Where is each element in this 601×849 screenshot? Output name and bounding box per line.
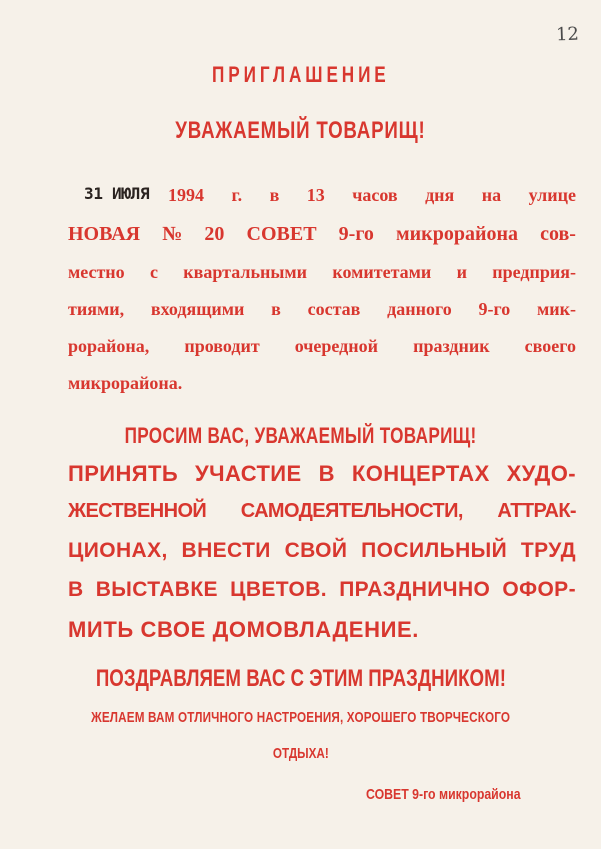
body-word: в xyxy=(269,185,280,205)
page-number: 12 xyxy=(555,23,580,46)
signature-text: СОВЕТ 9-го микрорайона xyxy=(366,786,521,803)
plea-line-5 xyxy=(68,578,576,602)
body-word: и xyxy=(456,262,467,282)
body-word: улице xyxy=(528,185,576,205)
body-word: НОВАЯ xyxy=(68,223,141,245)
plea-line-1 xyxy=(0,423,601,449)
plea-word: ПРИНЯТЬ xyxy=(68,461,179,486)
body-word: предприя- xyxy=(492,262,576,282)
plea-line-6: МИТЬ СВОЕ ДОМОВЛАДЕНИЕ. xyxy=(68,617,419,642)
body-word: праздник xyxy=(413,336,490,356)
wish-line-2-text: ОТДЫХА! xyxy=(272,745,329,762)
body-word: тиями, xyxy=(68,299,125,319)
plea-line-4 xyxy=(68,539,576,563)
body-word: квартальными xyxy=(183,262,308,282)
body-line-6: микрорайона. xyxy=(68,373,183,393)
plea-word: ОФОР- xyxy=(502,578,576,601)
plea-word: ХУДО- xyxy=(506,461,576,486)
plea-word: ЖЕСТВЕННОЙ xyxy=(68,500,207,522)
congratulations-text: ПОЗДРАВЛЯЕМ ВАС С ЭТИМ ПРАЗДНИКОМ! xyxy=(95,665,506,692)
plea-line-2 xyxy=(68,461,576,487)
body-word: № xyxy=(162,223,183,245)
body-word: с xyxy=(149,262,158,282)
plea-line-1-text: ПРОСИМ ВАС, УВАЖАЕМЫЙ ТОВАРИЩ! xyxy=(124,423,477,448)
plea-word: ТРУД xyxy=(520,539,576,562)
body-word: рорайона, xyxy=(68,336,150,356)
body-word: СОВЕТ xyxy=(246,223,317,245)
body-word: 20 xyxy=(204,223,225,245)
body-word: на xyxy=(481,185,502,205)
body-word: в xyxy=(271,299,281,319)
body-word: очередной xyxy=(294,336,379,356)
plea-word: САМОДЕЯТЕЛЬНОСТИ, xyxy=(240,500,463,522)
body-word: г. xyxy=(231,185,243,205)
wish-line-1-text: ЖЕЛАЕМ ВАМ ОТЛИЧНОГО НАСТРОЕНИЯ, ХОРОШЕГО ТВОРЧЕСКОГО xyxy=(90,709,511,726)
date-stamp: 31 ИЮЛЯ xyxy=(84,184,150,203)
wish-line-2 xyxy=(0,745,601,762)
plea-word: В xyxy=(318,461,335,486)
plea-word: ЦИОНАХ, xyxy=(68,539,168,562)
salutation-text: УВАЖАЕМЫЙ ТОВАРИЩ! xyxy=(175,117,426,144)
plea-word: УЧАСТИЕ xyxy=(195,461,302,486)
body-line-5 xyxy=(68,336,576,357)
plea-word: ВНЕСТИ xyxy=(181,539,271,562)
body-line-1 xyxy=(168,185,576,206)
document-title-text: ПРИГЛАШЕНИЕ xyxy=(211,62,390,87)
body-word: сов- xyxy=(540,223,576,245)
body-word: проводит xyxy=(184,336,260,356)
body-word: дня xyxy=(425,185,455,205)
plea-line-3 xyxy=(68,500,576,523)
body-word: входящими xyxy=(150,299,245,319)
body-word: комитетами xyxy=(332,262,432,282)
body-line-2 xyxy=(68,223,576,246)
body-word: 9-го xyxy=(478,299,511,319)
plea-word: ВЫСТАВКЕ xyxy=(95,578,218,601)
plea-word: В xyxy=(68,578,84,601)
plea-word: КОНЦЕРТАХ xyxy=(351,461,490,486)
body-word: мик- xyxy=(536,299,576,319)
body-word: данного xyxy=(387,299,452,319)
body-word: часов xyxy=(352,185,398,205)
signature xyxy=(366,786,554,803)
plea-word: СВОЙ xyxy=(284,539,348,562)
plea-word: ПОСИЛЬНЫЙ xyxy=(361,539,508,562)
plea-word: ПРАЗДНИЧНО xyxy=(339,578,491,601)
salutation xyxy=(0,117,601,145)
plea-word: ЦВЕТОВ. xyxy=(230,578,328,601)
body-word: 1994 xyxy=(168,185,204,205)
body-word: местно xyxy=(68,262,125,282)
body-word: 13 xyxy=(306,185,325,205)
body-word: своего xyxy=(524,336,576,356)
body-word: микрорайона xyxy=(396,223,518,245)
body-line-4 xyxy=(68,299,576,320)
congratulations-line xyxy=(0,665,601,693)
body-line-3 xyxy=(68,262,576,283)
document-title xyxy=(0,62,601,88)
wish-line-1 xyxy=(0,709,601,726)
plea-word: АТТРАК- xyxy=(497,500,576,522)
body-word: 9-го xyxy=(338,223,374,245)
body-word: состав xyxy=(307,299,361,319)
